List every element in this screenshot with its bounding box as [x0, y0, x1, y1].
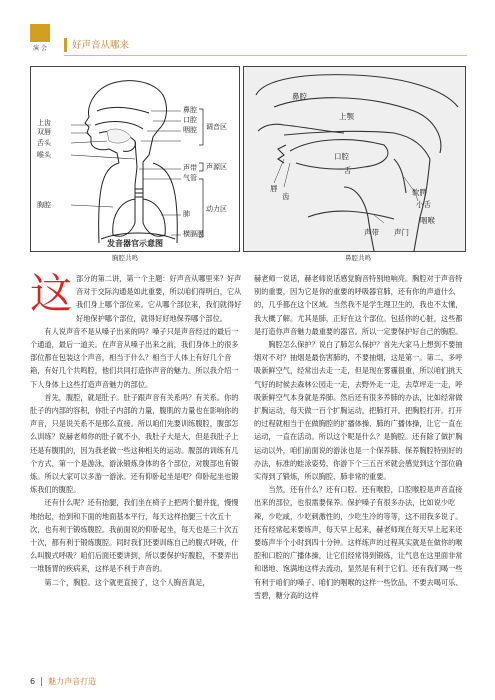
logo-text: 演 会	[33, 45, 47, 52]
header-accent-bar	[64, 38, 67, 52]
label-houtou: 喉头	[37, 151, 51, 159]
page-number: 6	[30, 677, 36, 686]
label-henggemo: 横膈膜	[183, 230, 204, 238]
label-qiguan: 气管	[183, 174, 197, 182]
label-tiaoyinqu: 调音区	[206, 123, 227, 131]
label-shuangchun: 双唇	[37, 128, 51, 136]
paragraph: 赫老师一说话，赫老师说话感觉胸音特别地响亮。胸腔对于声音特别的重要，因为它是你的重要的呼吸器官肺，还有你的声道什么的，几乎都在这个区域。当然我不是学生理卫生的，我也不太懂，我大概了解。尤其是肺，正好在这个部位。包括你的心脏，这些都是打造你声音魅力最重要的器官。所以一定要保护好自己的胸腔。	[254, 274, 463, 336]
label-r-she: 舌	[344, 166, 352, 175]
label-r-yanhou: 咽喉	[420, 216, 435, 225]
vocal-organs-svg	[31, 67, 239, 251]
vocal-organs-diagram	[30, 66, 240, 252]
head-section-diagram	[243, 66, 466, 252]
label-xiongqiang: 胸腔	[37, 201, 51, 209]
label-r-ruane: 软腭	[412, 188, 427, 197]
label-r-biqiang: 鼻腔	[292, 92, 307, 101]
page-footer	[30, 676, 96, 687]
book-title: 魅力声音打造	[48, 677, 97, 686]
paragraph-text: 部分的第二讲，第一个主题：好声音从哪里来？好声音对于交际沟通是如此重要，所以咱们得明白，它从我们身上哪个部位来。它从哪个部位来，我们就得好好地保护哪个部位，就得好好地保养哪个部位。	[76, 274, 242, 323]
diagram-title: 发音器官示意图	[107, 239, 163, 248]
label-kouqiang: 口腔	[183, 116, 197, 124]
paragraph: 胸腔怎么保护？说白了肺怎么保护？首先大家马上想到不要抽烟对不对？抽烟是最伤害肺的，不要抽烟，这是第一。第二，多呼吸新鲜空气，经常出去走一走，但是现在雾霾很重，所以咱们挑天气好的时候去森林公园走一走，去野外走一走，去草坪走一走，呼吸新鲜空气本身就是养肺。然后还有很多养肺的办法，比如经常做扩胸运动，每天做一百个扩胸运动，把肺打开，把胸腔打开。打开的过程就相当于在做胸腔的扩播体操、肺的广播体操，让它一直在运动，一直在活动。所以这个呢是什么？是胸腔。还有除了做扩胸运动以外，咱们前面说的游泳也是一个保养肺、保养胸腔特别好的办法，标准的蛙泳姿势，你游下个三五百米就会感觉到这个部位确实得到了锻炼，所以胸腔、肺非常的重要。	[254, 340, 463, 482]
label-biqiang: 鼻腔	[183, 106, 197, 114]
label-r-shange: 上颚	[339, 112, 354, 121]
paragraph	[30, 269, 242, 325]
label-r-kouqiang: 口腔	[334, 152, 349, 161]
page-header	[0, 0, 495, 60]
header-divider	[64, 55, 467, 56]
logo-emblem	[30, 24, 50, 42]
article-column-left	[30, 269, 242, 589]
paragraph: 第二个，胸腔。这个就更直接了，这个人胸音真足，	[44, 577, 210, 587]
label-dongliqu: 动力区	[206, 205, 227, 213]
label-shengdai: 声带	[183, 164, 197, 172]
drop-cap: 这	[30, 269, 73, 318]
label-r-shengmen: 声门	[394, 228, 409, 237]
label-shangchi: 上齿	[37, 119, 51, 127]
label-shetou: 舌头	[37, 139, 51, 147]
label-r-chi: 齿	[282, 192, 290, 201]
caption-left: 胸腔共鸣	[112, 254, 138, 262]
label-r-shengdai: 声带	[364, 228, 379, 237]
paragraph: 还有什么呢？还有抬腿，我们坐在椅子上把两个腿并拢，慢慢地抬起，抬到和下面的地面基本平行，每天这样抬腿三十次五十次，也有利于锻炼腹腔。我前面说的仰卧起坐，每天也是三十次五十次，都有利于锻炼腹腔。同时我们还要训练自己的腹式呼吸，什么叫腹式呼吸？咱们后面还要讲到，所以要保护好腹腔，不要弄出一堆肠胃的疾病来，这样是不利于声音的。	[30, 498, 239, 574]
paragraph: 当然，还有什么？还有口腔。还有喉腔，口腔喉腔是声音直接出来的部位，也很需要保养。保护嗓子有很多办法，比如说少吃辣，少吃咸，少吃刺激性的，少吃生冷的等等，这不用我多说了。还有经常起来要练声，每天早上起来，赫老师现在每天早上起来还要练声半个小时到四十分钟。这样练声的过程其实就是在做你的喉腔和口腔的广播体操，让它们经常得到锻炼，让气息在这里面非常和谐地、饱满地这样去流动，显然是有利于它们。还有我们喝一些有利于咱们的嗓子、咱们的咽喉的这样一些饮品，不要去喝可乐、雪碧，糖分高的这样	[254, 485, 463, 600]
paragraph: 有人说声音不是从嗓子出来的吗？嗓子只是声音经过的最后一个通道，最后一道关。在声音从嗓子出来之前，我们身体上的很多部位都在包装这个声音，相当于什么？相当于人体上有好几个音箱，有好几个共鸣腔，他们共同打造你声音的魅力。所以我介绍一下人身体上这些打造声音魅力的部位。	[30, 326, 239, 389]
label-fei: 肺	[183, 210, 190, 218]
paragraph: 首先，腹腔，就是肚子。肚子跟声音有关系吗？有关系。你的肚子的内部的容积，你肚子内部的力量，腹肌的力量也在影响你的声音，只是说关系不是那么直接。所以咱们先要训练腹腔，腹部怎么训练？说赫老师你的肚子就不小，我肚子大是大，但是我肚子上还是有腹肌的，因为我老做一些这种相关的运动。腹部的训练有几个方式，第一个是游泳，游泳锻炼身体的各个部位，对腹部也有锻炼。所以大家可以多游一游泳。还有仰卧起坐是吧？仰卧起坐也锻炼我们的腹腔。	[30, 392, 239, 495]
label-r-chun: 唇	[270, 184, 278, 193]
section-title: 好声音从哪来	[72, 40, 130, 51]
publisher-logo	[20, 24, 60, 54]
label-fashengqu: 声源区	[206, 163, 227, 171]
footer-divider	[41, 677, 42, 686]
caption-right: 鼻腔共鸣	[345, 254, 371, 262]
label-r-xiaoshe: 小舌	[416, 200, 431, 209]
article-column-right	[254, 272, 466, 602]
label-yanqiang: 咽腔	[183, 126, 197, 134]
